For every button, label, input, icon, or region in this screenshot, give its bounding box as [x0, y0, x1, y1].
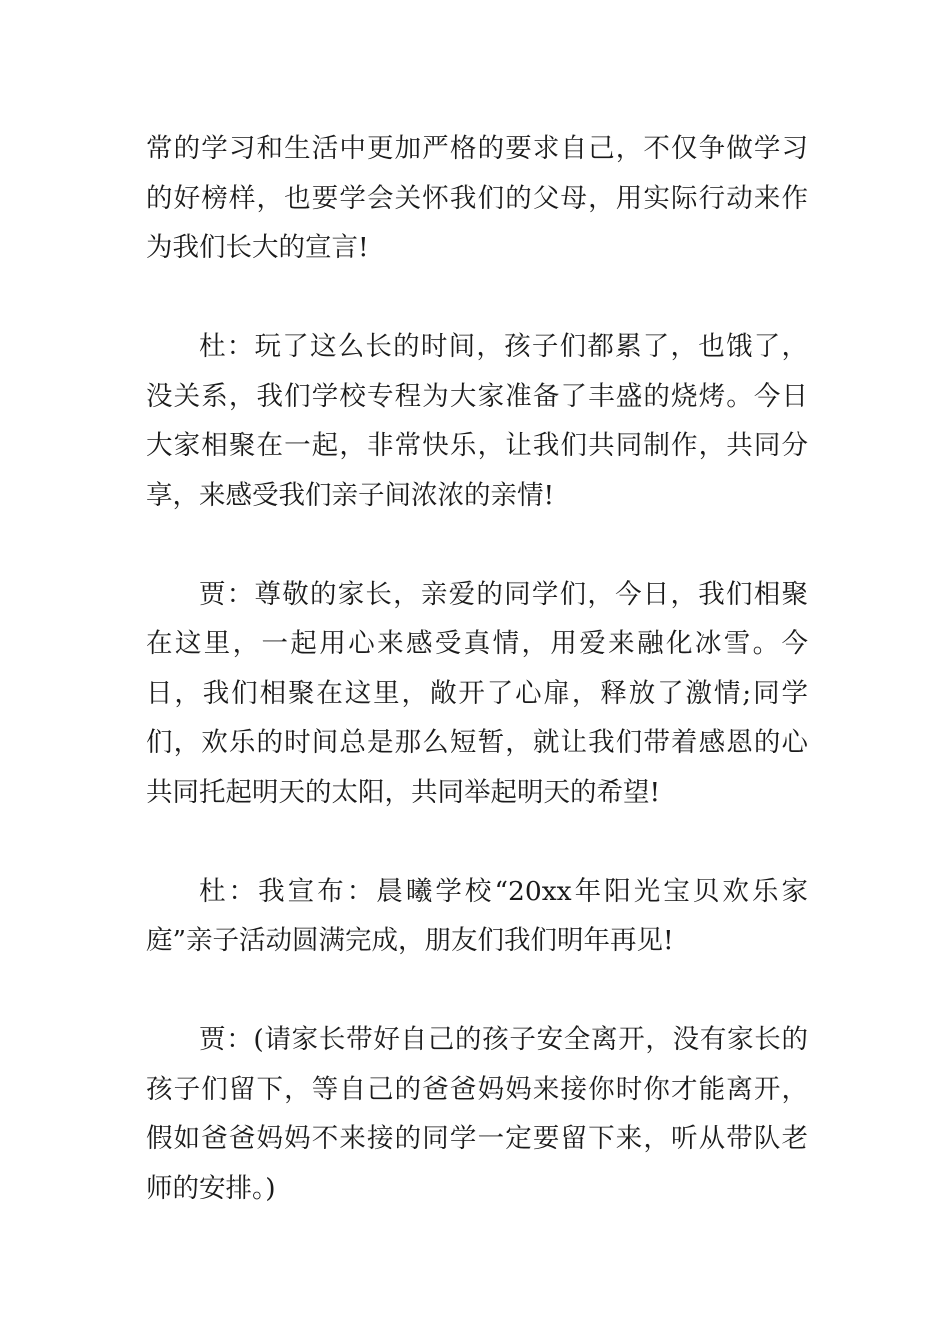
paragraph-du-barbecue: 杜：玩了这么长的时间，孩子们都累了，也饿了，没关系，我们学校专程为大家准备了丰盛的烧烤。今日大家相聚在一起，非常快乐，让我们共同制作，共同分享，来感受我们亲子间浓浓的亲情!	[146, 331, 808, 511]
paragraph-du-announcement: 杜：我宣布：晨曦学校“20xx年阳光宝贝欢乐家庭”亲子活动圆满完成，朋友们我们明年再见!	[146, 875, 808, 956]
document-body	[146, 124, 808, 1263]
paragraph-continuation: 常的学习和生活中更加严格的要求自己，不仅争做学习的好榜样，也要学会关怀我们的父母，用实际行动来作为我们长大的宣言!	[146, 133, 808, 263]
paragraph-jia-gathering: 贾：尊敬的家长，亲爱的同学们，今日，我们相聚在这里，一起用心来感受真情，用爱来融化冰雪。今日，我们相聚在这里，敞开了心扉，释放了激情;同学们，欢乐的时间总是那么短暂，就让我们带着感恩的心共同托起明天的太阳，共同举起明天的希望!	[146, 578, 808, 808]
paragraph-jia-departure-note: 贾：(请家长带好自己的孩子安全离开，没有家长的孩子们留下，等自己的爸爸妈妈来接你时你才能离开，假如爸爸妈妈不来接的同学一定要留下来，听从带队老师的安排。)	[146, 1024, 808, 1204]
